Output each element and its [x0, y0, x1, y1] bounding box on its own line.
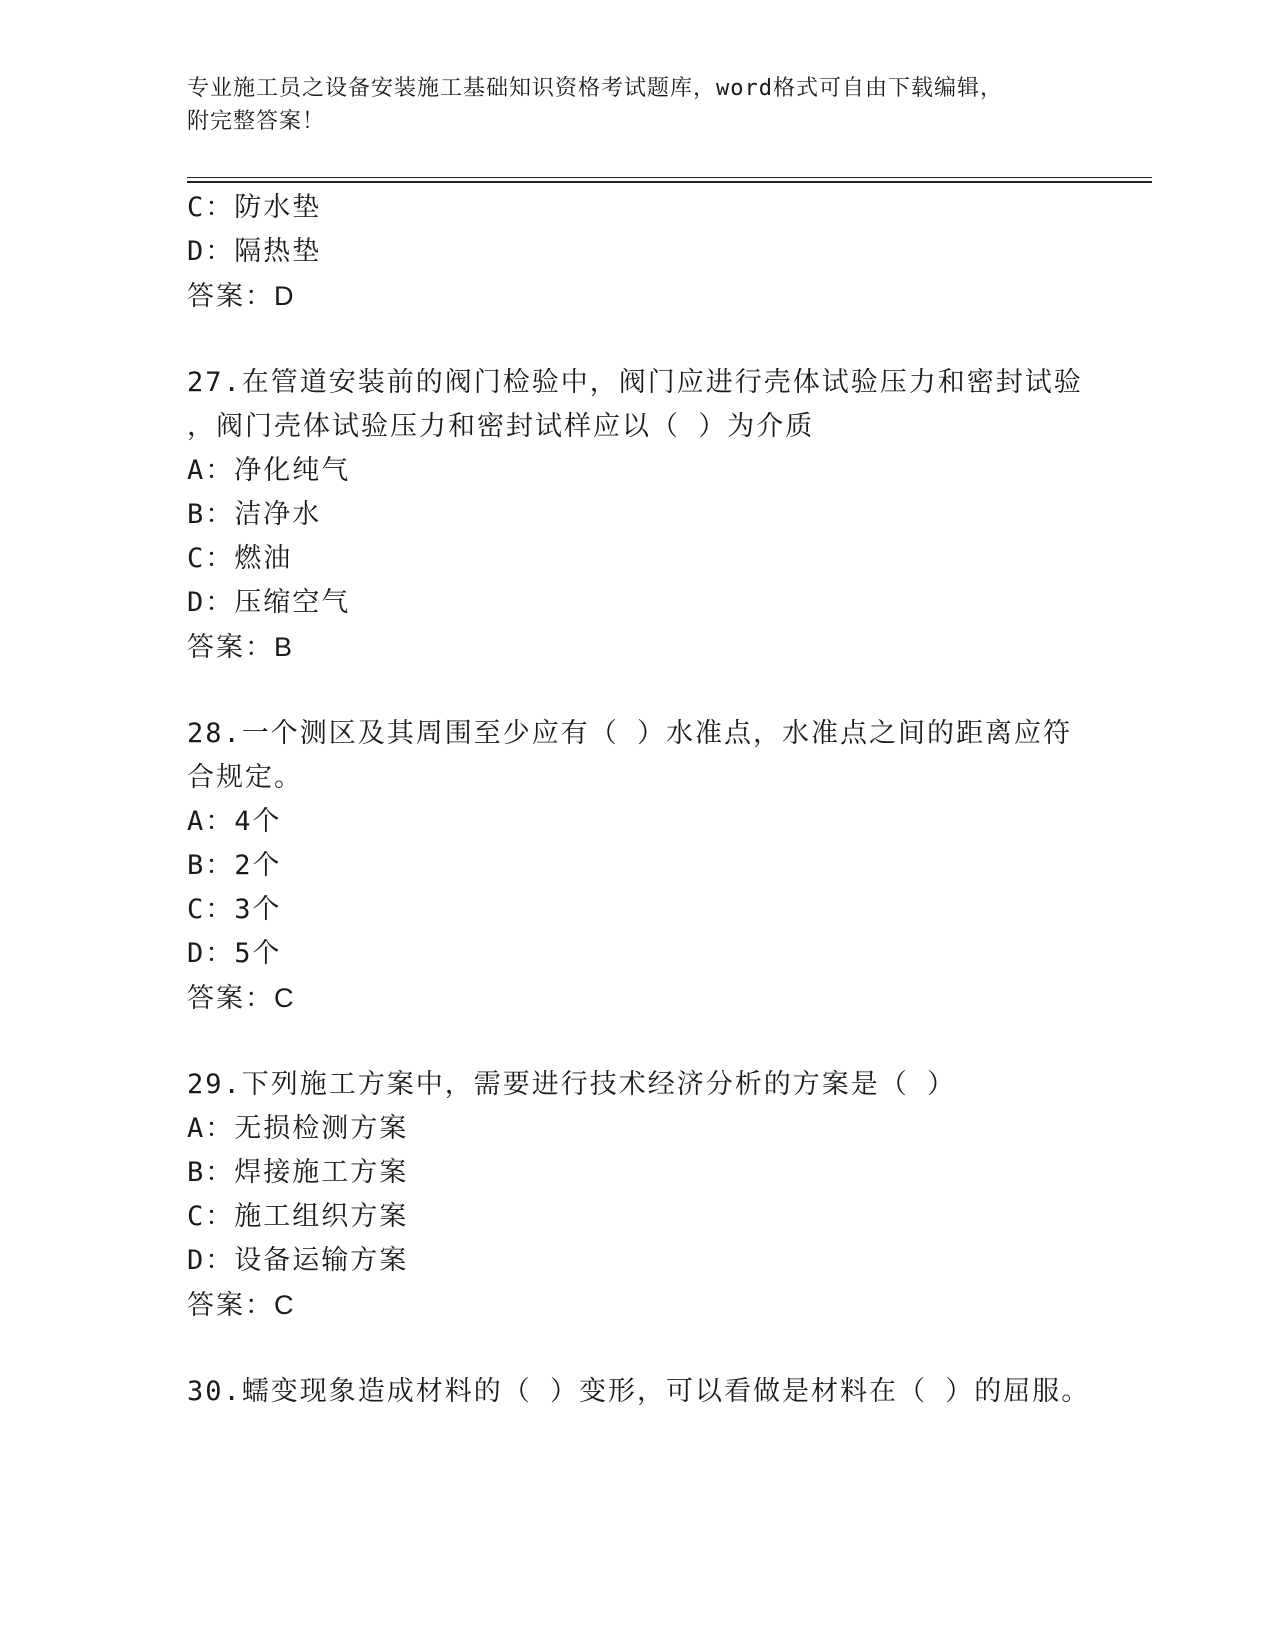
q26-option-c: C：防水垫 — [187, 192, 322, 223]
document-header — [187, 72, 1087, 138]
q27-stem-line-2: ，阀门壳体试验压力和密封试样应以（ ）为介质 — [187, 411, 815, 442]
q27-answer: 答案：B — [187, 632, 295, 662]
q26-answer: 答案：D — [187, 281, 296, 311]
q28-option-c: C：3个 — [187, 894, 282, 925]
q28-option-b: B：2个 — [187, 850, 282, 881]
header-divider-thick — [187, 181, 1152, 183]
q28-answer: 答案：C — [187, 983, 296, 1013]
q27-option-c: C：燃油 — [187, 543, 293, 574]
q27-option-b: B：洁净水 — [187, 499, 322, 530]
q26-option-d: D：隔热垫 — [187, 236, 322, 267]
q30-stem-line-1: 30.蠕变现象造成材料的（ ）变形，可以看做是材料在（ ）的屈服。 — [187, 1376, 1091, 1407]
q28-option-d: D：5个 — [187, 938, 282, 969]
q29-answer: 答案：C — [187, 1290, 296, 1320]
q28-stem-line-2: 合规定。 — [187, 762, 303, 793]
q29-option-c: C：施工组织方案 — [187, 1201, 409, 1232]
q27-stem-line-1: 27.在管道安装前的阀门检验中，阀门应进行壳体试验压力和密封试验 — [187, 367, 1083, 398]
q27-option-a: A：净化纯气 — [187, 455, 351, 486]
header-divider-thin — [187, 177, 1152, 178]
q29-stem-line-1: 29.下列施工方案中，需要进行技术经济分析的方案是（ ） — [187, 1069, 957, 1100]
header-line-1: 专业施工员之设备安装施工基础知识资格考试题库，word格式可自由下载编辑， — [187, 76, 1003, 101]
q28-option-a: A：4个 — [187, 806, 282, 837]
header-line-2: 附完整答案！ — [187, 109, 326, 134]
q29-option-a: A：无损检测方案 — [187, 1113, 409, 1144]
q28-stem-line-1: 28.一个测区及其周围至少应有（ ）水准点，水准点之间的距离应符 — [187, 718, 1073, 749]
q29-option-b: B：焊接施工方案 — [187, 1157, 409, 1188]
q27-option-d: D：压缩空气 — [187, 587, 351, 618]
q29-option-d: D：设备运输方案 — [187, 1245, 409, 1276]
